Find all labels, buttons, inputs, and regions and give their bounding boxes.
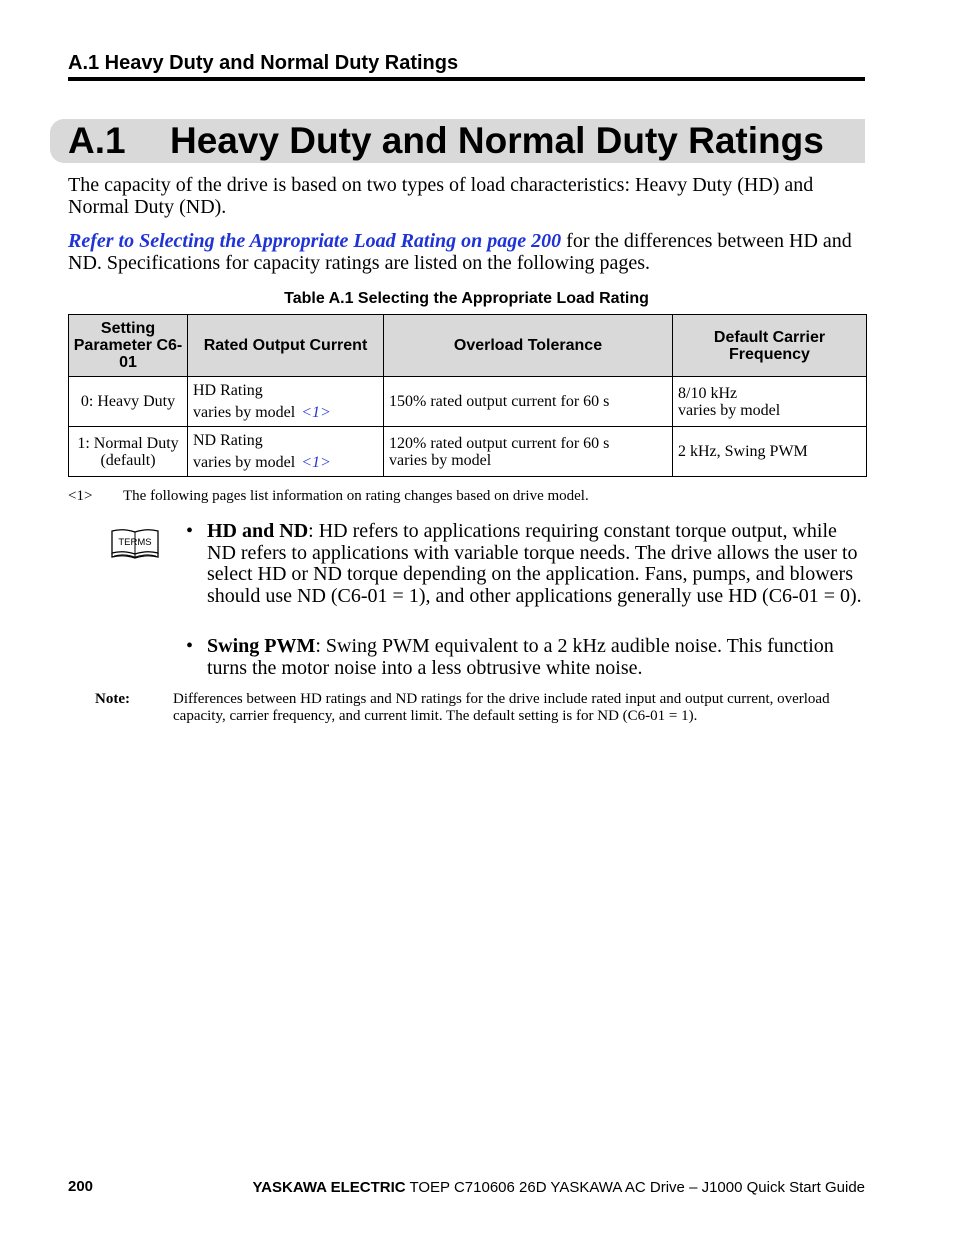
note-text: Differences between HD ratings and ND ratings for the drive include rated input and output current, overload capacity, carrier frequency, and current limit. The default setting is for ND (C6-01 = 1). — [173, 691, 830, 724]
terms-book-icon — [110, 528, 160, 567]
overload-cell — [384, 377, 673, 427]
table-header-row — [69, 315, 867, 377]
refer-text: for the differences between HD and ND. Specifications for capacity ratings are listed on the following pages. — [68, 230, 852, 274]
overload-value: 120% rated output current for 60 s — [389, 434, 610, 452]
header-rated-output-current: Rated Output Current — [188, 315, 384, 377]
carrier-detail: varies by model — [678, 401, 781, 419]
footnote-text: The following pages list information on rating changes based on drive model. — [123, 488, 589, 504]
overload-cell — [384, 427, 673, 477]
carrier-cell: 2 kHz, Swing PWM — [673, 427, 867, 477]
setting-cell — [69, 427, 188, 477]
bullet-text: : HD refers to applications requiring constant torque output, while ND refers to applications with variable torque needs. The drive allows the user to select HD or ND torque depending on the application. Fans, pumps, and blowers should use ND (C6-01 = 1), and other applications generally use HD (C6-01 = 0). — [207, 520, 862, 607]
refer-link[interactable]: Refer to Selecting the Appropriate Load Rating on page 200 — [68, 230, 562, 252]
carrier-value: 8/10 kHz — [678, 384, 738, 402]
setting-cell: 0: Heavy Duty — [69, 377, 188, 427]
load-rating-table — [68, 314, 867, 477]
header-rule — [68, 77, 865, 81]
bullet-text: : Swing PWM equivalent to a 2 kHz audible noise. This function turns the motor noise into a less obtrusive white noise. — [207, 635, 834, 679]
rating-name: ND Rating — [193, 432, 263, 449]
rating-detail: varies by model — [193, 404, 296, 421]
note-label: Note: — [95, 691, 130, 707]
section-title — [68, 120, 824, 162]
bullet-term: HD and ND — [207, 520, 309, 542]
table-row — [69, 377, 867, 427]
rating-name: HD Rating — [193, 382, 263, 399]
table-caption: Table A.1 Selecting the Appropriate Load Rating — [284, 290, 649, 307]
footnote — [68, 488, 589, 505]
footnote-ref-link[interactable]: <1> — [301, 454, 331, 471]
page-footer — [253, 1179, 865, 1196]
header-default-carrier-frequency: Default Carrier Frequency — [673, 315, 867, 377]
rating-cell — [188, 427, 384, 477]
setting-value: 1: Normal Duty — [77, 434, 179, 452]
bullet-swing-pwm — [186, 636, 866, 679]
refer-paragraph — [68, 230, 868, 274]
overload-value: 150% rated output current for 60 s — [389, 393, 610, 410]
terms-label: TERMS — [118, 537, 152, 548]
footer-brand: YASKAWA ELECTRIC — [252, 1179, 406, 1196]
intro-paragraph: The capacity of the drive is based on two types of load characteristics: Heavy Duty (HD) and Normal Duty (ND). — [68, 174, 814, 218]
header-overload-tolerance: Overload Tolerance — [384, 315, 673, 377]
page-number: 200 — [68, 1178, 94, 1195]
setting-default: (default) — [100, 451, 156, 469]
footnote-ref-link[interactable]: <1> — [301, 404, 331, 421]
footer-doc-title: TOEP C710606 26D YASKAWA AC Drive – J1000 Quick Start Guide — [405, 1179, 865, 1196]
bullet-dot: • — [186, 520, 194, 542]
header-setting-parameter: Setting Parameter C6-01 — [69, 315, 188, 377]
table-row — [69, 427, 867, 477]
section-number: A.1 — [68, 120, 126, 161]
footnote-mark: <1> — [68, 488, 93, 504]
running-head: A.1 Heavy Duty and Normal Duty Ratings — [68, 52, 459, 74]
rating-cell — [188, 377, 384, 427]
overload-detail: varies by model — [389, 451, 492, 469]
bullet-hd-nd — [186, 521, 866, 607]
bullet-dot: • — [186, 635, 194, 657]
carrier-cell — [673, 377, 867, 427]
rating-detail: varies by model — [193, 454, 296, 471]
section-title-text: Heavy Duty and Normal Duty Ratings — [170, 120, 824, 161]
bullet-term: Swing PWM — [207, 635, 316, 657]
